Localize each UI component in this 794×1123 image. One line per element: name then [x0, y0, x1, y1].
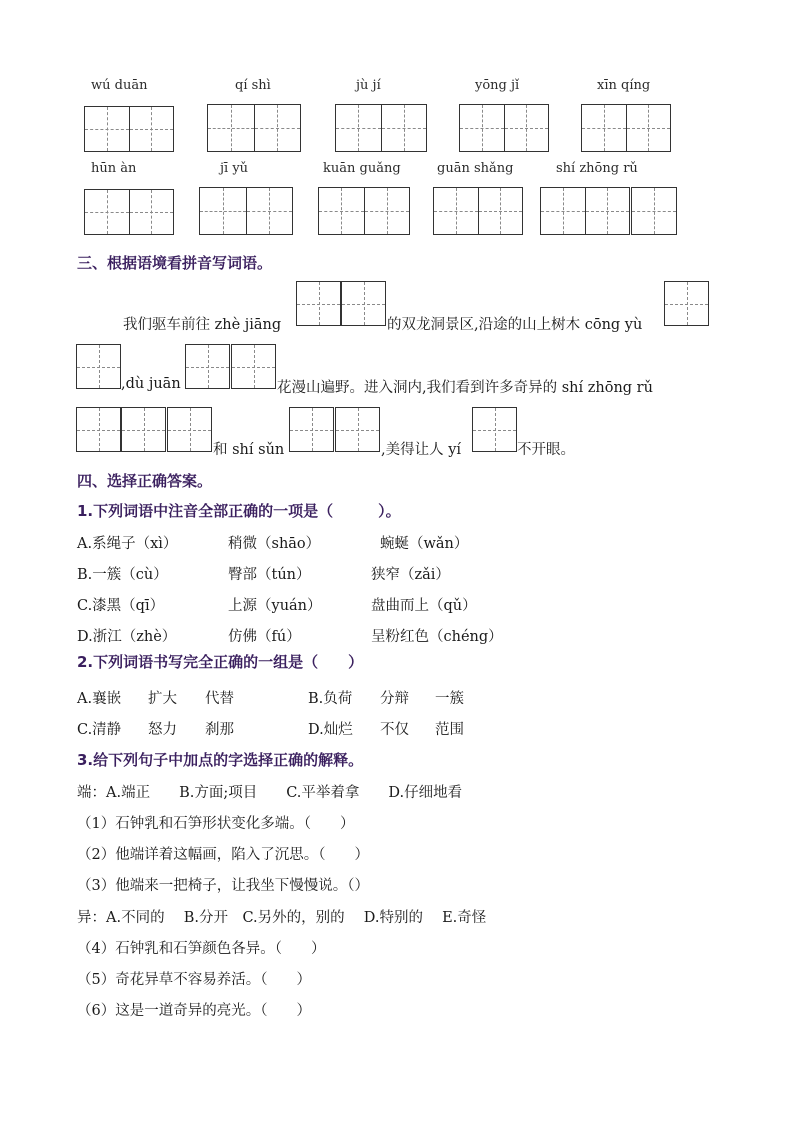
- writing-grid[interactable]: [335, 407, 380, 452]
- sub-question[interactable]: （1）石钟乳和石笋形状变化多端。（ ）: [77, 816, 355, 832]
- pinyin-label: jī yǔ: [220, 161, 249, 176]
- writing-grid[interactable]: [540, 187, 630, 235]
- writing-grid[interactable]: [289, 407, 334, 452]
- writing-grid[interactable]: [472, 407, 517, 452]
- writing-grid[interactable]: [459, 104, 549, 152]
- writing-grid[interactable]: [581, 104, 671, 152]
- writing-grid[interactable]: [318, 187, 410, 235]
- option[interactable]: 呈粉红色（chéng）: [371, 629, 503, 645]
- option-word: 刹那: [205, 722, 234, 738]
- writing-grid[interactable]: [207, 104, 301, 152]
- writing-grid[interactable]: [76, 344, 121, 389]
- option[interactable]: 蜿蜒（wǎn）: [380, 536, 469, 552]
- pinyin-label: hūn àn: [91, 161, 137, 176]
- writing-grid[interactable]: [76, 407, 121, 452]
- writing-grid[interactable]: [664, 281, 709, 326]
- passage-text: ,美得让人 yí: [381, 442, 462, 458]
- option[interactable]: 狭窄（zǎi）: [371, 567, 450, 583]
- pinyin-label: shí zhōng rǔ: [556, 161, 638, 176]
- question-1: 1.下列词语中注音全部正确的一项是（ ）。: [77, 502, 401, 520]
- pinyin-label: guān shǎng: [437, 161, 514, 176]
- option[interactable]: C.清静: [77, 722, 122, 738]
- writing-grid[interactable]: [84, 189, 174, 235]
- section-4-heading: 四、选择正确答案。: [77, 472, 213, 490]
- pinyin-label: jù jí: [356, 78, 381, 93]
- option-word: 一簇: [435, 691, 464, 707]
- option-word: 不仅: [380, 722, 409, 738]
- option[interactable]: 盘曲而上（qǔ）: [371, 598, 477, 614]
- definition-line: 端：A.端正 B.方面;项目 C.平举着拿 D.仔细地看: [77, 785, 463, 801]
- question-3: 3.给下列句子中加点的字选择正确的解释。: [77, 751, 364, 769]
- option[interactable]: 上源（yuán）: [228, 598, 322, 614]
- writing-grid[interactable]: [341, 281, 386, 326]
- writing-grid[interactable]: [231, 344, 276, 389]
- question-2: 2.下列词语书写完全正确的一组是（ ）: [77, 653, 364, 671]
- writing-grid[interactable]: [121, 407, 166, 452]
- sub-question[interactable]: （5）奇花异草不容易养活。（ ）: [77, 972, 311, 988]
- writing-grid[interactable]: [631, 187, 677, 235]
- writing-grid[interactable]: [167, 407, 212, 452]
- sub-question[interactable]: （4）石钟乳和石笋颜色各异。（ ）: [77, 941, 326, 957]
- passage-text: 不开眼。: [517, 442, 575, 458]
- pinyin-label: qí shì: [235, 78, 271, 93]
- passage-text: 和 shí sǔn: [213, 442, 285, 458]
- pinyin-label: kuān guǎng: [323, 161, 401, 176]
- writing-grid[interactable]: [199, 187, 293, 235]
- pinyin-label: wú duān: [91, 78, 148, 93]
- writing-grid[interactable]: [335, 104, 427, 152]
- writing-grid[interactable]: [296, 281, 341, 326]
- passage-text: 我们驱车前往 zhè jiāng: [123, 317, 282, 333]
- sub-question[interactable]: （3）他端来一把椅子，让我坐下慢慢说。（）: [77, 878, 369, 894]
- option-word: 代替: [205, 691, 234, 707]
- option-word: 扩大: [148, 691, 177, 707]
- option[interactable]: D.浙江（zhè）: [77, 629, 177, 645]
- option-word: 怒力: [148, 722, 177, 738]
- option[interactable]: A.系绳子（xì）: [77, 536, 178, 552]
- passage-text: 花漫山遍野。进入洞内,我们看到许多奇异的 shí zhōng rǔ: [277, 380, 653, 396]
- option[interactable]: A.襄嵌: [77, 691, 122, 707]
- option[interactable]: B.一簇（cù）: [77, 567, 168, 583]
- option[interactable]: C.漆黑（qī）: [77, 598, 165, 614]
- option[interactable]: D.灿烂: [308, 722, 353, 738]
- pinyin-label: yōng jǐ: [475, 78, 520, 93]
- pinyin-label: xīn qíng: [597, 78, 651, 93]
- option[interactable]: 仿佛（fú）: [228, 629, 301, 645]
- writing-grid[interactable]: [84, 106, 174, 152]
- option[interactable]: B.负荷: [308, 691, 353, 707]
- section-3-heading: 三、根据语境看拼音写词语。: [77, 254, 273, 272]
- passage-text: 的双龙洞景区,沿途的山上树木 cōng yù: [387, 317, 643, 333]
- option[interactable]: 稍微（shāo）: [228, 536, 321, 552]
- sub-question[interactable]: （2）他端详着这幅画，陷入了沉思。（ ）: [77, 847, 369, 863]
- writing-grid[interactable]: [185, 344, 230, 389]
- option-word: 范围: [435, 722, 464, 738]
- passage-text: ,dù juān: [121, 376, 181, 392]
- option-word: 分辩: [380, 691, 409, 707]
- sub-question[interactable]: （6）这是一道奇异的亮光。（ ）: [77, 1003, 311, 1019]
- option[interactable]: 臀部（tún）: [228, 567, 311, 583]
- definition-line: 异：A.不同的 B.分开 C.另外的，别的 D.特别的 E.奇怪: [77, 910, 487, 926]
- writing-grid[interactable]: [433, 187, 523, 235]
